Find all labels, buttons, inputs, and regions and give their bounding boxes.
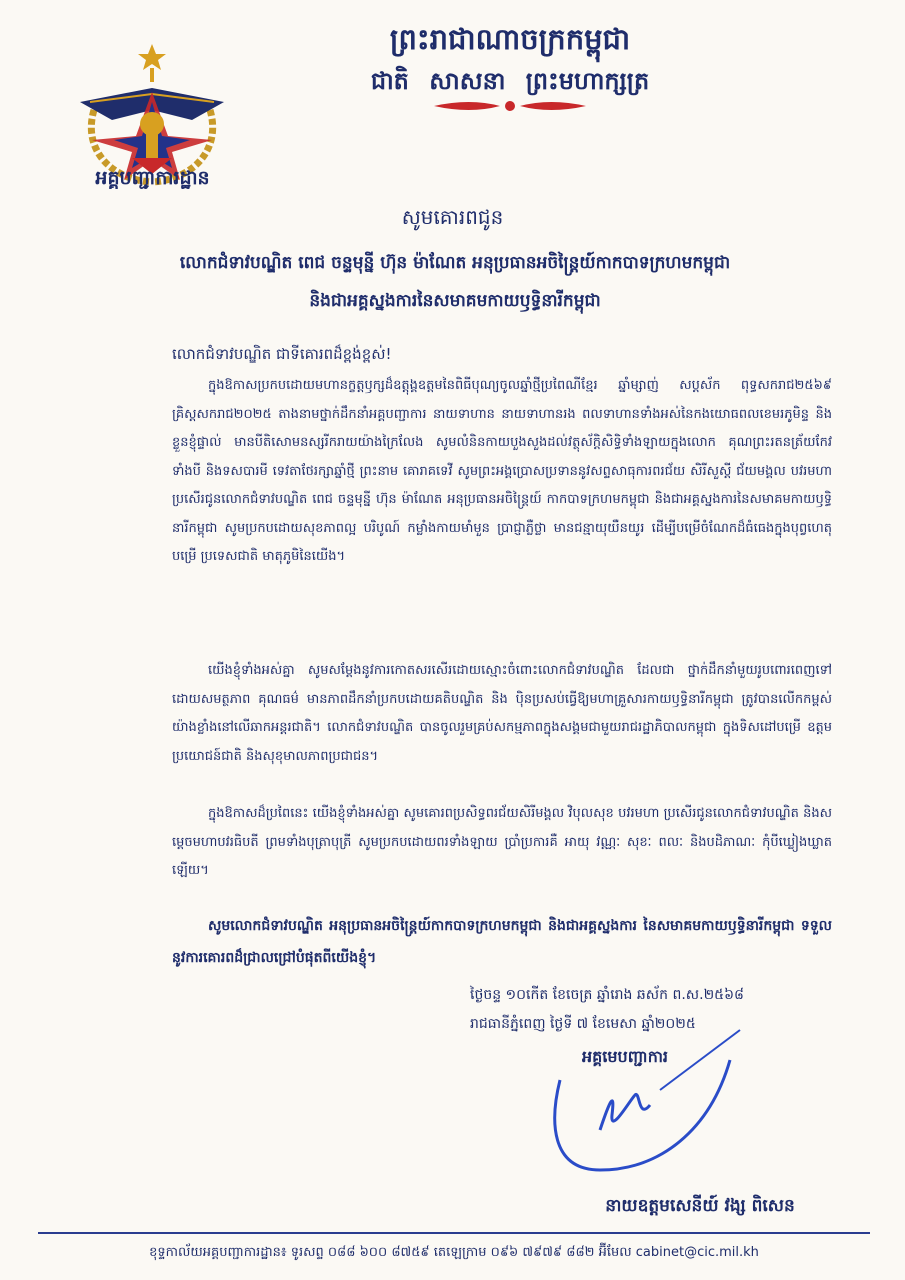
addressee-line-1: លោកជំទាវបណ្ឌិត ពេជ ចន្ទមុន្នី ហ៊ុន ម៉ាណែត អនុប្រធានអចិន្ត្រៃយ៍កាកបាទក្រហមកម្ពុជា <box>179 253 731 273</box>
greeting: លោកជំទាវបណ្ឌិត ជាទីគោរពដ៏ខ្ពង់ខ្ពស់! <box>172 345 392 363</box>
lunar-date: ថ្ងៃចន្ទ ១០កើត ខែចេត្រ ឆ្នាំរោង ឆស័ក ព.ស.២៥៦៨ <box>470 987 744 1003</box>
addressee-line-2: និងជាអគ្គស្នងការនៃសមាគមកាយឫទ្ធិនារីកម្ពុជា <box>309 291 601 311</box>
ornament-divider-icon <box>430 98 590 114</box>
footer-divider <box>38 1232 870 1234</box>
salutation-heading: សូមគោរពជូន <box>401 205 504 229</box>
footer-contact: ខុទ្ទកាល័យអគ្គបញ្ជាការដ្ឋាន៖ ទូរសព្ទ ០៨៨ ៦០០ ៨៧៥៩ តេឡេក្រាម ០៩៦ ៧៩៧៩ ៨៨២ អ៊ីមែល cabinet@cic.mil.kh <box>149 1245 759 1260</box>
kingdom-title: ព្រះរាជាណាចក្រកម្ពុជា <box>389 22 631 56</box>
closing-paragraph: សូមលោកជំទាវបណ្ឌិត អនុប្រធានអចិន្ត្រៃយ៍កាកបាទក្រហមកម្ពុជា និងជាអគ្គស្នងការ នៃសមាគមកាយឫទ្ធិនារីកម្ពុជា ទទួលនូវការគោរពដ៏ជ្រាលជ្រៅបំផុតពីយើងខ្ញុំ។ <box>172 918 832 966</box>
logo-caption: អគ្គបញ្ជាការដ្ឋាន <box>95 167 210 189</box>
signer-name: នាយឧត្តមសេនីយ៍ វង្ស ពិសេន <box>605 1196 795 1216</box>
signer-title: អគ្គមេបញ្ជាការ <box>581 1047 668 1066</box>
body-paragraph-2: យើងខ្ញុំទាំងអស់គ្នា សូមសម្តែងនូវការកោតសរសើរដោយស្មោះចំពោះលោកជំទាវបណ្ឌិត ដែលជា ថ្នាក់ដឹកនាំមួយរូបពោរពេញទៅដោយសមត្ថភាព គុណធម៌ មានភាពដឹកនាំប្រកបដោយគតិបណ្ឌិត និង ប៉ិនប្រសប់ធ្វើឱ្យមហាគ្រួសារកាយឫទ្ធិនារីកម្ពុជា ត្រូវបានលើកកម្ពស់យ៉ាងខ្លាំងនៅលើឆាកអន្តរជាតិ។ លោកជំទាវបណ្ឌិត បានចូលរួមគ្រប់សកម្មភាពក្នុងសង្គមជាមួយរាជរដ្ឋាភិបាលកម្ពុជា ក្នុងទិសដៅបម្រើ ឧត្តមប្រយោជន៍ជាតិ និងសុខុមាលភាពប្រជាជន។ <box>172 663 832 764</box>
body-paragraph-1: ក្នុងឱកាសប្រកបដោយមហានក្ខត្តឫក្សដ៏ឧត្តុង្គឧត្តមនៃពិធីបុណ្យចូលឆ្នាំថ្មីប្រពៃណីខ្មែរ ឆ្នាំម្សាញ់ សប្តស័ក ពុទ្ធសករាជ២៥៦៩ គ្រិស្តសករាជ២០២៥ តាងនាមថ្នាក់ដឹកនាំអគ្គបញ្ជាការ នាយទាហាន នាយទាហានរង ពលទាហានទាំងអស់នៃកងយោធពលខេមរភូមិន្ទ និងខ្លួនខ្ញុំផ្ទាល់ មានបីតិសោមនស្សរីករាយយ៉ាងក្រៃលែង សូមលំនិនកាយបួងសួងដល់វត្ថុស័ក្តិសិទ្ធិទាំងឡាយក្នុងលោក គុណព្រះរតនត្រ័យកែវទាំងបី និងទសបារមី ទេវតាថែរក្សាឆ្នាំថ្មី ព្រះនាម គោរាគទេវី សូមព្រះអង្គប្រោសប្រទាននូវសព្ទសាធុការពរជ័យ សិរីសួស្តី ជ័យមង្គល បវរមហាប្រសើរជូនលោកជំទាវបណ្ឌិត ពេជ ចន្ទមុន្នី ហ៊ុន ម៉ាណែត អនុប្រធានអចិន្ត្រៃយ៍ កាកបាទក្រហមកម្ពុជា និងជាអគ្គស្នងការនៃសមាគមកាយឫទ្ធិនារីកម្ពុជា សូមប្រកបដោយសុខភាពល្អ បរិបូណ៍ កម្លាំងកាយមាំមួន ប្រាជ្ញាភ្លឺថ្លា មានជន្មាយុយឺនយូរ ដើម្បីបម្រើចំណែកដ៏ធំធេងក្នុងបុព្វហេតុបម្រើ ប្រទេសជាតិ មាតុភូមិនៃយើង។ <box>172 378 832 564</box>
solar-date: រាជធានីភ្នំពេញ ថ្ងៃទី ៧ ខែមេសា ឆ្នាំ២០២៥ <box>470 1016 696 1032</box>
national-motto: ជាតិ សាសនា ព្រះមហាក្សត្រ <box>370 67 650 95</box>
body-paragraph-3: ក្នុងឱកាសដ៏ប្រពៃនេះ យើងខ្ញុំទាំងអស់គ្នា សូមគោរពប្រសិទ្ធពរជ័យសិរីមង្គល វិបុលសុខ បវរមហា ប្រសើរជូនលោកជំទាវបណ្ឌិត និងសម្តេចមហាបវរធិបតី ព្រមទាំងបុត្រាបុត្រី សូមប្រកបដោយពរទាំងឡាយ ប្រាំប្រការគឺ អាយុ វណ្ណៈ សុខៈ ពលៈ និងបដិភាណៈ កុំបីឃ្លៀងឃ្លាតឡើយ។ <box>172 806 832 878</box>
